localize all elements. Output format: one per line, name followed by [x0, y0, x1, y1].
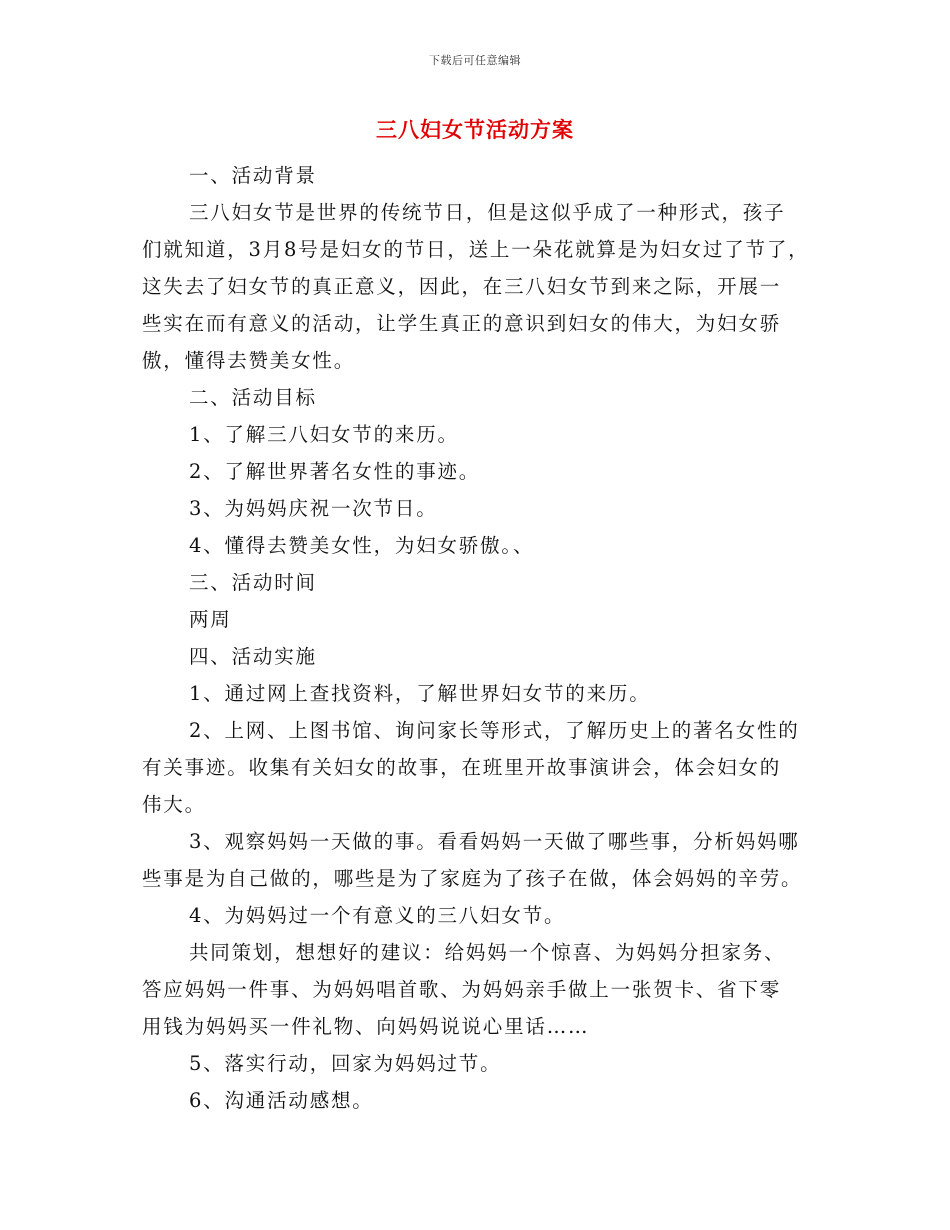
paragraph-line: 1、通过网上查找资料，了解世界妇女节的来历。: [189, 682, 651, 705]
paragraph-line: 用钱为妈妈买一件礼物、向妈妈说说心里话……: [142, 1015, 590, 1038]
paragraph: [142, 1045, 822, 1082]
paragraph-line: 3、观察妈妈一天做的事。看看妈妈一天做了哪些事，分析妈妈哪: [189, 830, 800, 853]
paragraph-line: 有关事迹。收集有关妇女的故事，在班里开故事演讲会，体会妇女的: [142, 756, 782, 779]
paragraph-line: 这失去了妇女节的真正意义，因此，在三八妇女节到来之际，开展一: [142, 275, 782, 298]
paragraph: [142, 157, 822, 194]
paragraph: [142, 1082, 822, 1119]
paragraph-line: 5、落实行动，回家为妈妈过节。: [189, 1052, 502, 1075]
paragraph: [142, 564, 822, 601]
document-body: [142, 157, 822, 1119]
paragraph: [142, 194, 822, 379]
paragraph: [142, 712, 822, 823]
paragraph: [142, 453, 822, 490]
paragraph-line: 2、了解世界著名女性的事迹。: [189, 460, 481, 483]
paragraph-line: 们就知道，3月8号是妇女的节日，送上一朵花就算是为妇女过了节了，: [142, 238, 810, 261]
paragraph: [142, 675, 822, 712]
paragraph: [142, 416, 822, 453]
paragraph: [142, 490, 822, 527]
page-header: 下载后可任意编辑: [429, 54, 521, 67]
paragraph-line: 4、为妈妈过一个有意义的三八妇女节。: [189, 904, 566, 927]
paragraph-line: 傲，懂得去赞美女性。: [142, 349, 356, 372]
paragraph-line: 三、活动时间: [189, 571, 317, 594]
paragraph-line: 答应妈妈一件事、为妈妈唱首歌、为妈妈亲手做上一张贺卡、省下零: [142, 978, 782, 1001]
document-title: 三八妇女节活动方案: [376, 118, 574, 142]
paragraph: [142, 379, 822, 416]
paragraph: [142, 601, 822, 638]
paragraph-line: 2、上网、上图书馆、询问家长等形式，了解历史上的著名女性的: [189, 719, 800, 742]
paragraph-line: 些实在而有意义的活动，让学生真正的意识到妇女的伟大，为妇女骄: [142, 312, 782, 335]
paragraph-line: 一、活动背景: [189, 164, 317, 187]
paragraph-line: 三八妇女节是世界的传统节日，但是这似乎成了一种形式，孩子: [189, 201, 786, 224]
paragraph-line: 二、活动目标: [189, 386, 317, 409]
paragraph-line: 3、为妈妈庆祝一次节日。: [189, 497, 438, 520]
paragraph-line: 4、懂得去赞美女性，为妇女骄傲。、: [189, 534, 535, 557]
paragraph: [142, 897, 822, 934]
paragraph-line: 共同策划，想想好的建议：给妈妈一个惊喜、为妈妈分担家务、: [189, 941, 786, 964]
paragraph: [142, 934, 822, 1045]
paragraph: [142, 638, 822, 675]
paragraph-line: 1、了解三八妇女节的来历。: [189, 423, 459, 446]
paragraph: [142, 527, 822, 564]
paragraph-line: 两周: [189, 608, 232, 631]
paragraph-line: 四、活动实施: [189, 645, 317, 668]
paragraph-line: 伟大。: [142, 793, 206, 816]
paragraph: [142, 823, 822, 897]
paragraph-line: 6、沟通活动感想。: [189, 1089, 374, 1112]
paragraph-line: 些事是为自己做的，哪些是为了家庭为了孩子在做，体会妈妈的辛劳。: [142, 867, 803, 890]
